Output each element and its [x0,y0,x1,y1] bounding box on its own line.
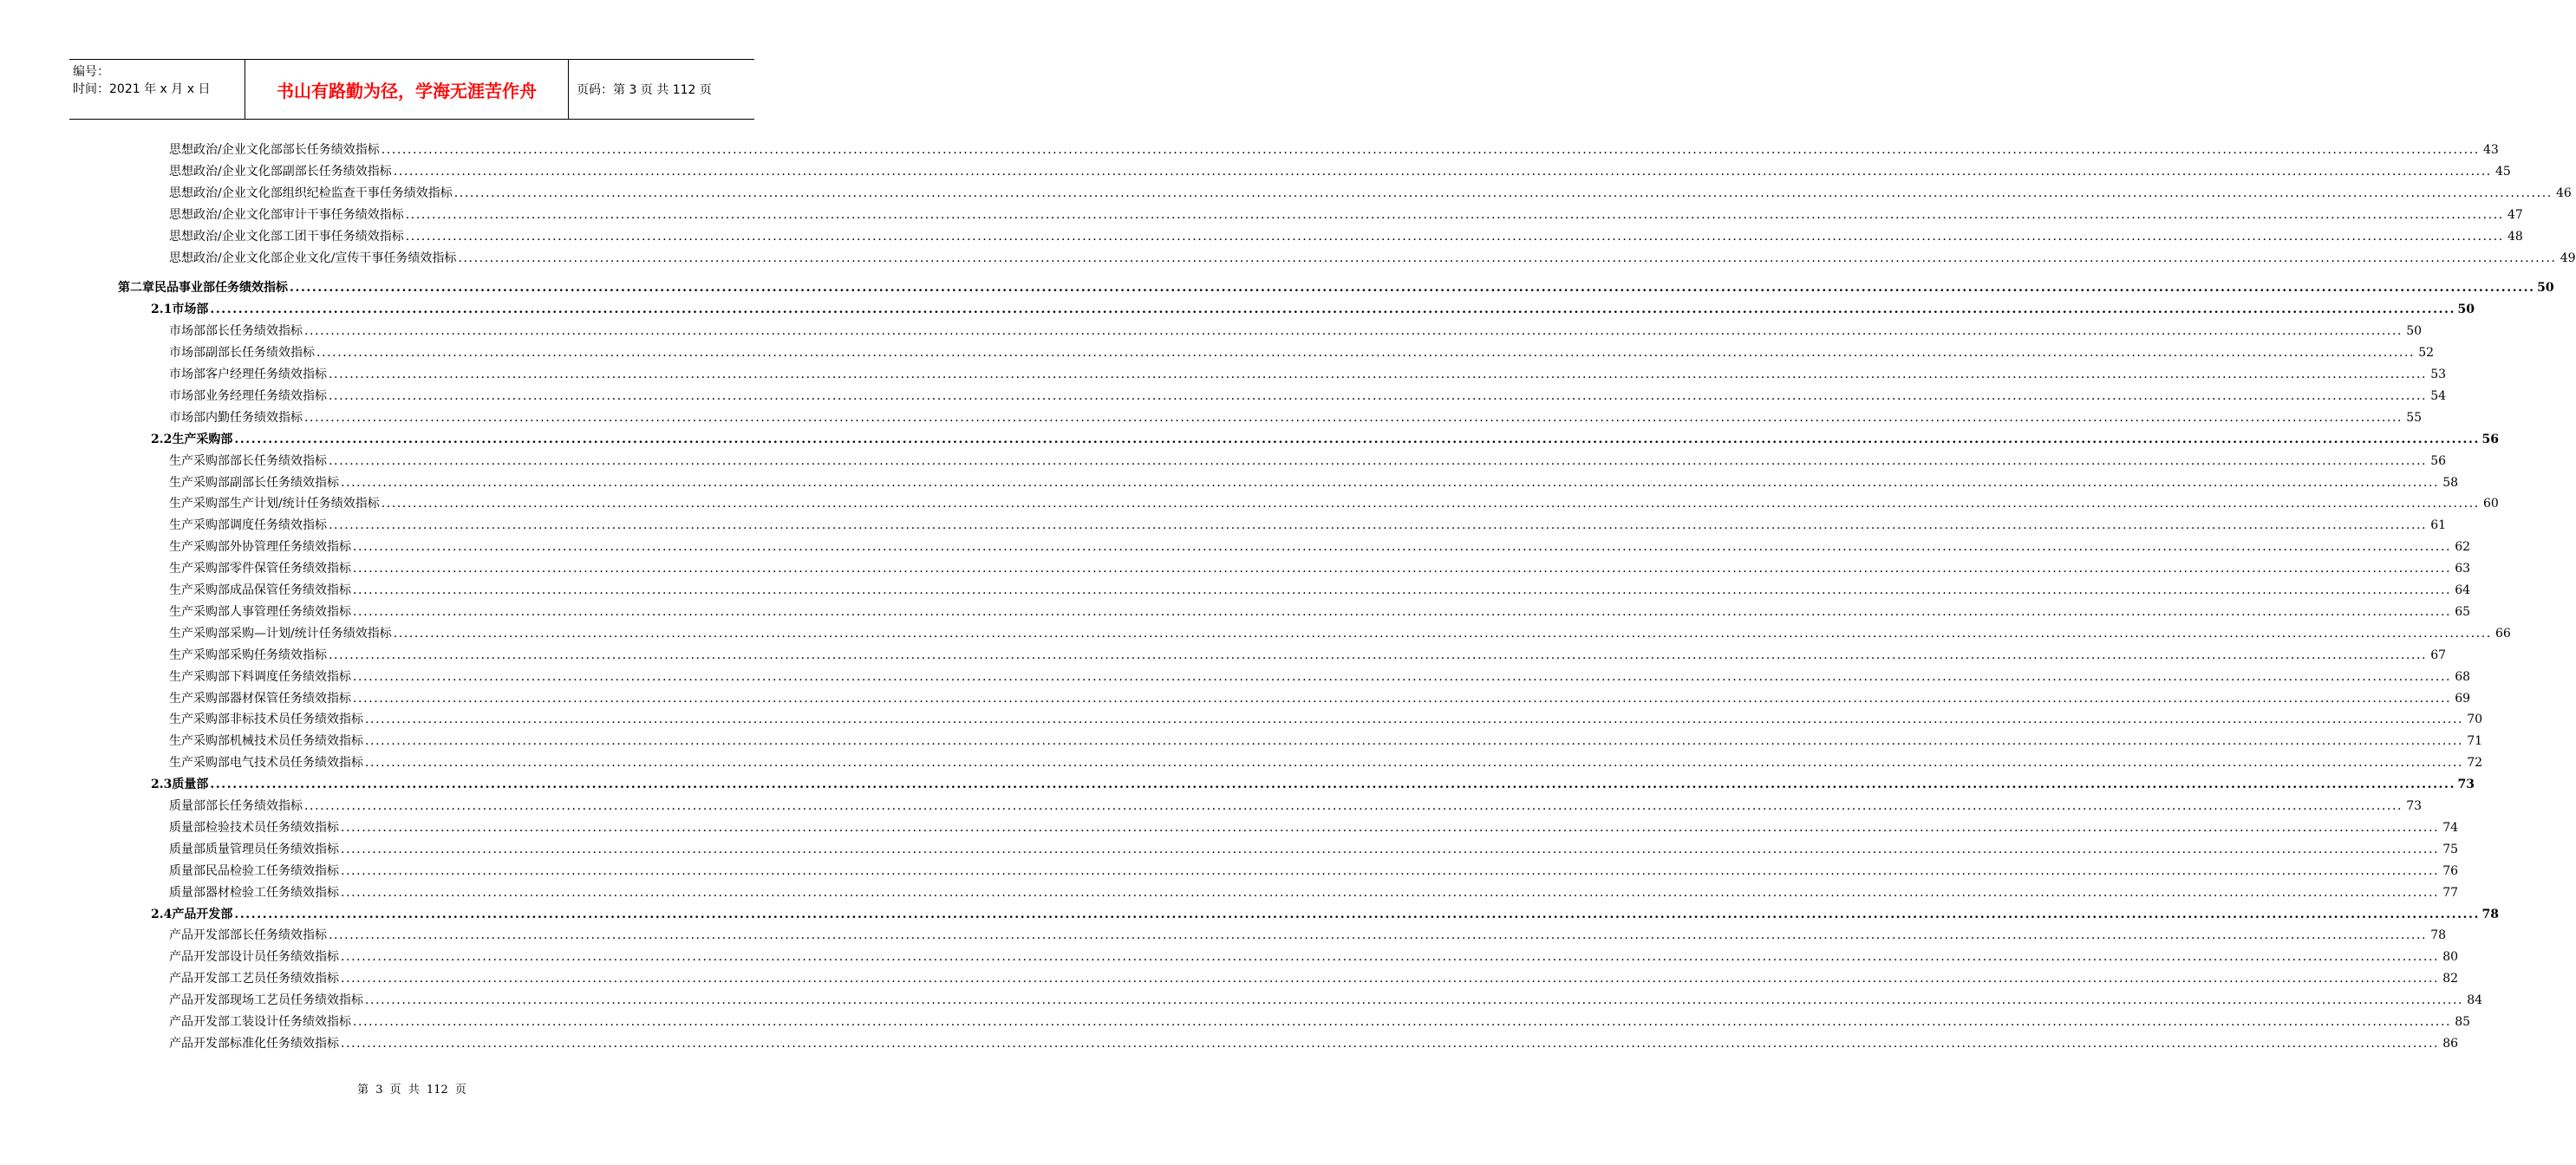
toc-entry[interactable] [0,340,2435,361]
toc-entry-page: 86 [2442,1036,2459,1051]
toc-leader-dots: ................................................................................................................................................................................................................................................................................................................................................................................................................ [458,251,2557,265]
toc-entry-page: 73 [2457,778,2475,792]
toc-leader-dots: ................................................................................................................................................................................................................................................................................................................................................................................................................ [290,281,2535,296]
toc-entry-page: 50 [2406,324,2423,339]
toc-entry-title: 生产采购部零件保管任务绩效指标 [169,562,351,576]
toc-entry[interactable] [0,275,2554,296]
toc-entry-number: 第二章 [118,281,154,296]
toc-leader-dots: ................................................................................................................................................................................................................................................................................................................................................................................................................ [329,928,2428,943]
toc-leader-dots: ................................................................................................................................................................................................................................................................................................................................................................................................................ [353,1015,2452,1029]
toc-entry[interactable] [0,296,2475,318]
toc-entry[interactable] [0,426,2499,448]
toc-entry-title: 质量部检验技术员任务绩效指标 [169,820,339,835]
toc-leader-dots: ................................................................................................................................................................................................................................................................................................................................................................................................................ [341,842,2440,856]
toc-entry-page: 70 [2467,713,2483,727]
toc-entry[interactable] [0,202,2523,224]
toc-leader-dots: ................................................................................................................................................................................................................................................................................................................................................................................................................ [341,475,2440,490]
toc-entry[interactable] [0,750,2483,771]
toc-entry[interactable] [0,180,2572,202]
toc-entry-title: 市场部副部长任务绩效指标 [169,346,315,361]
toc-entry[interactable] [0,686,2471,707]
toc-entry-number: 2.2 [151,432,173,446]
toc-entry-title: 生产采购部采购任务绩效指标 [169,648,327,662]
toc-entry-title: 民品事业部任务绩效指标 [154,281,288,296]
toc-entry-page: 49 [2560,251,2576,265]
toc-entry-title: 产品开发部设计员任务绩效指标 [169,950,339,965]
toc-leader-dots: ................................................................................................................................................................................................................................................................................................................................................................................................................ [341,820,2440,835]
toc-entry-title: 思想政治/企业文化部副部长任务绩效指标 [169,164,392,179]
toc-entry-title: 市场部业务经理任务绩效指标 [169,388,327,403]
toc-entry[interactable] [0,664,2471,686]
toc-leader-dots: ................................................................................................................................................................................................................................................................................................................................................................................................................ [365,756,2464,771]
toc-entry[interactable] [0,621,2511,642]
toc-entry-title: 市场部 [172,303,209,317]
toc-entry-page: 84 [2467,993,2483,1008]
toc-entry[interactable] [0,491,2499,512]
toc-entry[interactable] [0,224,2523,245]
toc-entry-title: 生产采购部部长任务绩效指标 [169,453,327,468]
toc-entry-title: 质量部 [172,778,209,792]
toc-leader-dots: ................................................................................................................................................................................................................................................................................................................................................................................................................ [353,604,2452,619]
toc-entry-page: 80 [2442,950,2459,965]
toc-entry-page: 69 [2455,691,2471,706]
header-motto: 书山有路勤为径，学海无涯苦作舟 [277,80,537,101]
toc-entry-page: 47 [2507,207,2523,222]
toc-entry-title: 生产采购部外协管理任务绩效指标 [169,540,351,555]
toc-leader-dots: ................................................................................................................................................................................................................................................................................................................................................................................................................ [353,562,2452,576]
toc-entry[interactable] [0,599,2471,621]
toc-entry-page: 85 [2455,1015,2471,1029]
toc-entry[interactable] [0,1009,2471,1031]
toc-entry-page: 48 [2507,229,2523,244]
toc-entry[interactable] [0,159,2511,180]
toc-leader-dots: ................................................................................................................................................................................................................................................................................................................................................................................................................ [341,885,2440,900]
toc-leader-dots: ................................................................................................................................................................................................................................................................................................................................................................................................................ [210,303,2455,317]
toc-entry[interactable] [0,901,2499,923]
toc-entry[interactable] [0,448,2447,470]
toc-leader-dots: ................................................................................................................................................................................................................................................................................................................................................................................................................ [210,778,2455,792]
toc-entry[interactable] [0,880,2459,901]
toc-entry-page: 55 [2406,410,2423,425]
toc-entry[interactable] [0,642,2447,664]
toc-entry-title: 产品开发部 [172,907,233,921]
toc-entry-page: 63 [2455,562,2471,576]
toc-entry-title: 生产采购部人事管理任务绩效指标 [169,604,351,619]
header-meta [73,63,210,98]
toc-leader-dots: ................................................................................................................................................................................................................................................................................................................................................................................................................ [353,540,2452,555]
toc-entry-page: 46 [2555,185,2572,200]
toc-entry-title: 生产采购部调度任务绩效指标 [169,518,327,533]
toc-entry-title: 生产采购部 [172,432,233,446]
toc-entry[interactable] [0,944,2459,966]
toc-entry-number: 2.3 [151,778,173,792]
toc-entry-page: 71 [2467,734,2483,749]
toc-entry-page: 72 [2467,756,2483,771]
toc-entry-page: 56 [2481,432,2499,446]
toc-leader-dots: ................................................................................................................................................................................................................................................................................................................................................................................................................ [365,993,2464,1008]
toc-entry-page: 76 [2442,863,2459,878]
toc-entry[interactable] [0,534,2471,556]
toc-entry-page: 78 [2481,907,2499,921]
toc-leader-dots: ................................................................................................................................................................................................................................................................................................................................................................................................................ [329,648,2428,662]
toc-entry-title: 产品开发部工艺员任务绩效指标 [169,972,339,986]
toc-entry-title: 生产采购部采购—计划/统计任务绩效指标 [169,626,392,641]
toc-entry-page: 78 [2430,928,2447,943]
toc-entry-page: 53 [2430,368,2447,381]
toc-entry[interactable] [0,318,2423,340]
toc-entry[interactable] [0,706,2483,728]
toc-leader-dots: ................................................................................................................................................................................................................................................................................................................................................................................................................ [353,691,2452,706]
toc-entry[interactable] [0,137,2499,159]
toc-entry[interactable] [0,771,2475,793]
toc-entry-title: 质量部部长任务绩效指标 [169,799,303,813]
toc-entry[interactable] [0,966,2459,987]
page-header [69,59,754,120]
toc-leader-dots: ................................................................................................................................................................................................................................................................................................................................................................................................................ [405,229,2504,244]
toc-entry-page: 67 [2430,648,2447,662]
toc-entry-title: 质量部质量管理员任务绩效指标 [169,842,339,856]
toc-entry[interactable] [0,383,2447,405]
toc-entry-title: 生产采购部非标技术员任务绩效指标 [169,713,363,727]
toc-entry-page: 52 [2418,346,2435,361]
toc-entry-title: 生产采购部副部长任务绩效指标 [169,475,339,490]
page-footer: 第 3 页 共 112 页 [357,1084,466,1097]
toc-entry-title: 生产采购部器材保管任务绩效指标 [169,691,351,706]
toc-entry-page: 58 [2442,475,2459,490]
toc-entry-page: 77 [2442,885,2459,900]
toc-leader-dots: ................................................................................................................................................................................................................................................................................................................................................................................................................ [405,207,2504,222]
toc-entry-number: 2.1 [151,303,173,317]
toc-entry-page: 43 [2482,143,2499,157]
toc-entry-title: 思想政治/企业文化部企业文化/宣传干事任务绩效指标 [169,251,457,265]
toc-entry[interactable] [0,556,2471,577]
toc-entry-title: 思想政治/企业文化部部长任务绩效指标 [169,143,380,157]
toc-entry[interactable] [0,815,2459,836]
toc-leader-dots: ................................................................................................................................................................................................................................................................................................................................................................................................................ [365,713,2464,727]
toc-entry-title: 产品开发部标准化任务绩效指标 [169,1036,339,1051]
toc-leader-dots: ................................................................................................................................................................................................................................................................................................................................................................................................................ [341,950,2440,965]
toc-entry-page: 45 [2494,164,2511,179]
toc-leader-dots: ................................................................................................................................................................................................................................................................................................................................................................................................................ [304,324,2403,339]
toc-entry-page: 66 [2494,626,2511,641]
toc-entry-title: 产品开发部现场工艺员任务绩效指标 [169,993,363,1008]
toc-entry[interactable] [0,512,2447,534]
toc-leader-dots: ................................................................................................................................................................................................................................................................................................................................................................................................................ [304,799,2403,813]
toc-leader-dots: ................................................................................................................................................................................................................................................................................................................................................................................................................ [316,346,2416,361]
toc-entry-title: 产品开发部部长任务绩效指标 [169,928,327,943]
toc-entry-page: 61 [2430,518,2447,533]
toc-entry-page: 65 [2455,604,2471,619]
toc-entry-number: 2.4 [151,907,173,921]
toc-leader-dots: ................................................................................................................................................................................................................................................................................................................................................................................................................ [453,185,2553,200]
toc-leader-dots: ................................................................................................................................................................................................................................................................................................................................................................................................................ [329,368,2428,381]
document-date: 时间：2021 年 x 月 x 日 [73,82,211,96]
toc-leader-dots: ................................................................................................................................................................................................................................................................................................................................................................................................................ [234,907,2480,921]
toc-leader-dots: ................................................................................................................................................................................................................................................................................................................................................................................................................ [329,388,2428,403]
toc-leader-dots: ................................................................................................................................................................................................................................................................................................................................................................................................................ [234,432,2480,446]
toc-leader-dots: ................................................................................................................................................................................................................................................................................................................................................................................................................ [341,1036,2440,1051]
toc-entry-title: 生产采购部成品保管任务绩效指标 [169,583,351,597]
toc-entry[interactable] [0,361,2447,383]
toc-entry[interactable] [0,1031,2459,1052]
toc-entry[interactable] [0,922,2447,944]
toc-leader-dots: ................................................................................................................................................................................................................................................................................................................................................................................................................ [304,410,2403,425]
toc-leader-dots: ................................................................................................................................................................................................................................................................................................................................................................................................................ [353,669,2452,684]
toc-entry-page: 75 [2442,842,2459,856]
toc-entry[interactable] [0,858,2459,880]
toc-entry-page: 50 [2457,303,2475,317]
toc-leader-dots: ................................................................................................................................................................................................................................................................................................................................................................................................................ [381,497,2480,511]
toc-leader-dots: ................................................................................................................................................................................................................................................................................................................................................................................................................ [329,453,2428,468]
toc-entry-title: 质量部民品检验工任务绩效指标 [169,863,339,878]
toc-entry-title: 质量部器材检验工任务绩效指标 [169,885,339,900]
toc-entry[interactable] [0,470,2459,491]
toc-entry-title: 思想政治/企业文化部审计干事任务绩效指标 [169,207,404,222]
document-code: 编号： [73,65,109,79]
toc-entry-page: 60 [2482,497,2499,511]
toc-entry-page: 73 [2406,799,2423,813]
toc-entry-page: 54 [2430,388,2447,403]
toc-leader-dots: ................................................................................................................................................................................................................................................................................................................................................................................................................ [329,518,2428,533]
toc-entry-title: 生产采购部机械技术员任务绩效指标 [169,734,363,749]
toc-entry-page: 62 [2455,540,2471,555]
toc-leader-dots: ................................................................................................................................................................................................................................................................................................................................................................................................................ [393,164,2492,179]
toc-leader-dots: ................................................................................................................................................................................................................................................................................................................................................................................................................ [381,143,2480,157]
toc-entry-title: 产品开发部工装设计任务绩效指标 [169,1015,351,1029]
toc-entry-page: 74 [2442,820,2459,835]
toc-entry[interactable] [0,245,2576,267]
toc-entry-page: 68 [2455,669,2471,684]
toc-entry-title: 生产采购部下料调度任务绩效指标 [169,669,351,684]
toc-entry-title: 生产采购部电气技术员任务绩效指标 [169,756,363,771]
toc-leader-dots: ................................................................................................................................................................................................................................................................................................................................................................................................................ [341,863,2440,878]
header-page-info: 页码：第 3 页 共 112 页 [577,83,712,97]
toc-entry-title: 市场部内勤任务绩效指标 [169,410,303,425]
toc-entry-title: 思想政治/企业文化部工团干事任务绩效指标 [169,229,404,244]
toc-entry-page: 82 [2442,972,2459,986]
toc-entry[interactable] [0,987,2483,1009]
toc-entry-title: 市场部客户经理任务绩效指标 [169,368,327,381]
toc-entry[interactable] [0,405,2423,426]
toc-entry-page: 56 [2430,453,2447,468]
toc-entry-title: 生产采购部生产计划/统计任务绩效指标 [169,497,380,511]
toc-entry[interactable] [0,836,2459,858]
toc-entry-title: 市场部部长任务绩效指标 [169,324,303,339]
toc-leader-dots: ................................................................................................................................................................................................................................................................................................................................................................................................................ [365,734,2464,749]
toc-entry-page: 50 [2537,281,2554,296]
toc-entry-title: 思想政治/企业文化部组织纪检监查干事任务绩效指标 [169,185,453,200]
toc-leader-dots: ................................................................................................................................................................................................................................................................................................................................................................................................................ [393,626,2492,641]
toc-entry-page: 64 [2455,583,2471,597]
toc-entry[interactable] [0,793,2423,815]
toc-entry[interactable] [0,728,2483,750]
toc-leader-dots: ................................................................................................................................................................................................................................................................................................................................................................................................................ [353,583,2452,597]
toc-entry[interactable] [0,577,2471,599]
toc-leader-dots: ................................................................................................................................................................................................................................................................................................................................................................................................................ [341,972,2440,986]
header-divider [568,60,569,119]
